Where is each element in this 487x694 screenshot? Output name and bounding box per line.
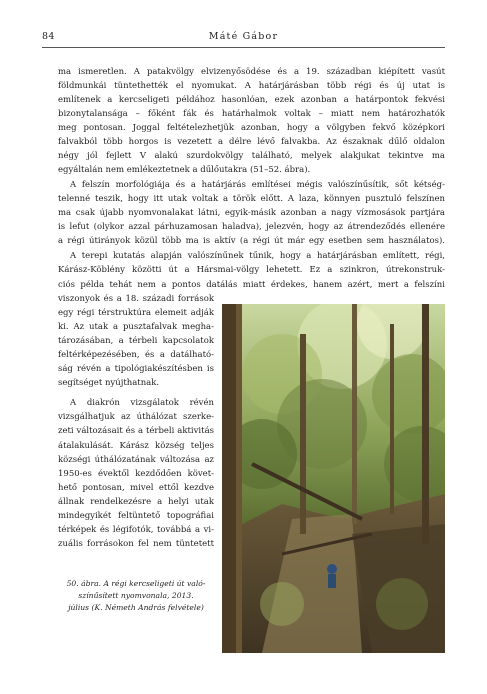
text-line: A diakrón vizsgálatok révén	[70, 398, 214, 408]
text-line: feltérképezésében, és a datálható-	[58, 350, 214, 360]
text-line: meg pontosan. Joggal feltételezhetjük azonban, hogy a völgyben fekvő középkori	[58, 123, 445, 133]
caption-line: színűsített nyomvonala, 2013.	[78, 591, 194, 600]
text-line: ság révén a tipológiakészítésben is	[58, 364, 214, 374]
text-line: térképek és légifotók, továbbá a vi-	[58, 525, 214, 535]
text-line: állnak rendelkezésre a helyi utak	[58, 497, 214, 507]
text-line: viszonyok és a 18. századi források	[58, 294, 214, 304]
text-line: ki. Az utak a pusztafalvak megha-	[58, 322, 214, 332]
text-line: említenek a kercseligeti példához hasonlóan, ezek azonban a határpontok fekvési	[58, 95, 445, 105]
text-line: A terepi kutatás alapján valószínűnek tűnik, hogy a határjárásban említett, régi,	[70, 251, 445, 261]
text-line: mindegyikét feltüntető topográfiai	[58, 511, 214, 521]
page-number: 84	[42, 31, 55, 42]
text-line: átalakulását. Kárász község teljes	[58, 441, 214, 451]
figure-photo-ravine	[222, 304, 445, 653]
text-line: ciós példa tehát nem a pontos datálás miatt érdekes, hanem azért, mert a felszíni	[58, 280, 445, 290]
text-line: földmunkái tüntethették el nyomukat. A határjárásban több régi és új utat is	[58, 81, 445, 91]
caption-line: július (K. Németh András felvétele)	[68, 603, 204, 612]
text-line: A felszín morfológiája és a határjárás említései mégis valószínűsítik, sőt kétség-	[70, 180, 445, 190]
text-line: telenné teszik, hogy itt utak voltak a török előtt. A laza, könnyen pusztuló felszínen	[58, 194, 445, 204]
text-line: községi úthálózatának változása az	[58, 455, 214, 465]
text-line: vizsgálhatjuk az úthálózat szerke-	[58, 412, 214, 422]
text-line: segítséget nyújthatnak.	[58, 378, 160, 388]
text-line: is lefut (olykor azzal párhuzamosan haladva), jelezvén, hogy az átrendeződés ellenére	[58, 222, 445, 232]
caption-line: 50. ábra. A régi kercseligeti út való-	[66, 579, 206, 588]
text-line: zuális forrásokon fel nem tüntetett	[58, 539, 214, 549]
text-line: hető pontosan, mivel ettől kezdve	[58, 483, 214, 493]
page-header	[42, 31, 445, 45]
text-line: zeti változásait és a térbeli aktivitás	[58, 426, 214, 436]
text-line: falvakból több horgos is vezetett a délre lévő falvakba. Az északnak dűlő oldalon	[58, 137, 445, 147]
text-line: Kárász-Köblény közötti út a Hársmai-völgy lehetett. Ez a szinkron, útrekonstruk-	[58, 265, 445, 275]
text-line: négy jól fejlett V alakú szurdokvölgy található, melyek alakjukat tekintve ma	[58, 151, 445, 161]
text-line: ma csak újabb nyomvonalakat látni, egyik-másik azonban a nagy vízmosások partjára	[58, 208, 445, 218]
text-line: 1950-es évektől kezdődően követ-	[58, 469, 214, 479]
text-line: ma ismeretlen. A patakvölgy elvizenyősödése és a 19. században kiépített vasút	[58, 67, 445, 77]
text-line: egy régi térstruktúra elemeit adják	[58, 308, 214, 318]
running-title: Máté Gábor	[208, 31, 279, 42]
text-line: tározásában, a térbeli kapcsolatok	[58, 336, 214, 346]
text-line: a régi útirányok közül több ma is aktív (a régi út már egy esetben sem használatos).	[58, 236, 445, 246]
text-line: bizonytalansága – főként fák és határhalmok voltak – miatt nem határozhatók	[58, 109, 445, 119]
header-rule	[42, 47, 445, 48]
text-line: egyáltalán nem emlékeztetnek a dűlőutakra (51–52. ábra).	[58, 165, 311, 175]
